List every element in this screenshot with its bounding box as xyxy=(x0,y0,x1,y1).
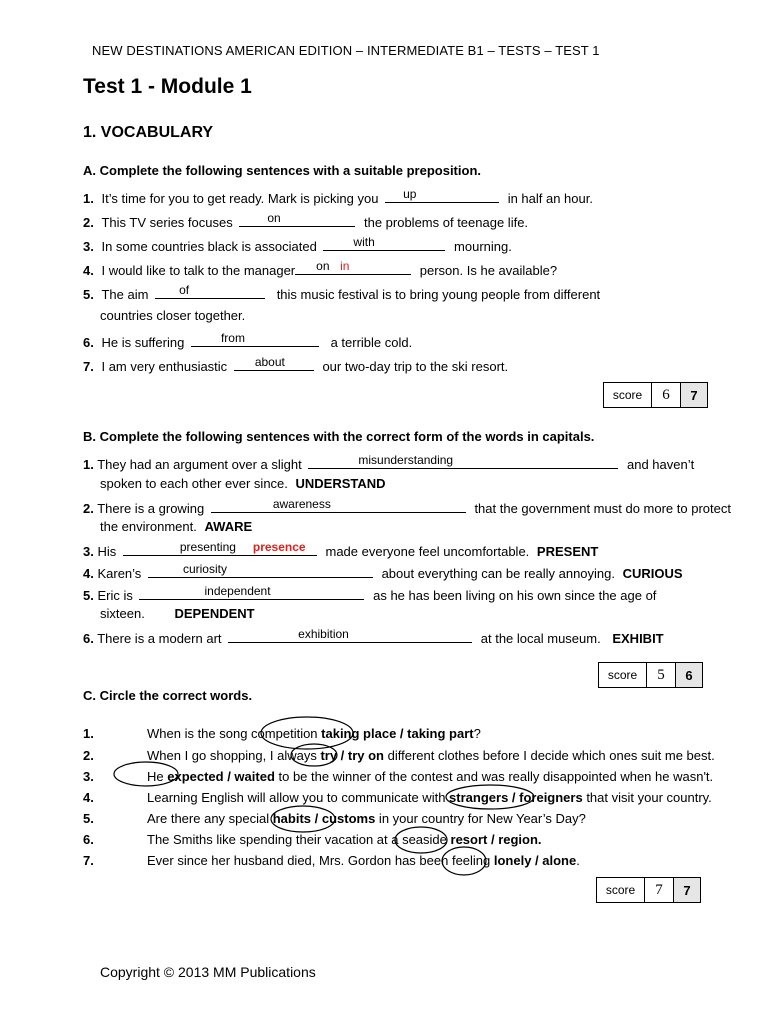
score-achieved: 7 xyxy=(645,878,674,902)
answer-blank[interactable]: independent xyxy=(139,585,364,600)
part-a-item-2: 2. This TV series focuses on the problems of teenage life. xyxy=(83,211,529,230)
part-a-item-4: 4. I would like to talk to the manager on in person. Is he available? xyxy=(83,259,558,278)
part-a-item-6: 6. He is suffering from a terrible cold. xyxy=(83,331,413,350)
answer-blank[interactable]: up xyxy=(385,188,499,203)
part-b-item-6: 6. There is a modern art exhibition at the local museum. EXHIBIT xyxy=(83,627,664,646)
answer-blank[interactable]: from xyxy=(191,332,319,347)
section-title: 1. VOCABULARY xyxy=(83,124,214,141)
part-b-item-2: 2. There is a growing awareness that the government must do more to protect xyxy=(83,497,731,516)
answer-blank[interactable]: on xyxy=(239,212,355,227)
score-label: score xyxy=(604,383,652,407)
page-header: NEW DESTINATIONS AMERICAN EDITION – INTERMEDIATE B1 – TESTS – TEST 1 xyxy=(92,43,600,58)
choice-options[interactable]: lonely / alone xyxy=(493,853,577,868)
part-a-item-5: 5. The aim of this music festival is to bring young people from different xyxy=(83,283,601,302)
part-a-item-1: 1. It’s time for you to get ready. Mark is picking you up in half an hour. xyxy=(83,187,593,206)
part-b-item-3: 3. His presenting presence made everyone feel uncomfortable. PRESENT xyxy=(83,540,599,559)
part-a-item-7: 7. I am very enthusiastic about our two-day trip to the ski resort. xyxy=(83,355,509,374)
part-a-item-5-cont: countries closer together. xyxy=(100,308,246,323)
answer-blank[interactable]: presenting presence xyxy=(123,541,317,556)
answer-blank[interactable]: awareness xyxy=(211,498,466,513)
choice-options[interactable]: habits / customs xyxy=(272,811,376,826)
part-b-item-1: 1. They had an argument over a slight misunderstanding and haven’t xyxy=(83,453,695,472)
answer-blank[interactable]: curiosity xyxy=(148,563,373,578)
part-b-item-5-cont: sixteen. DEPENDENT xyxy=(100,606,255,621)
part-b-instruction: B. Complete the following sentences with the correct form of the words in capitals. xyxy=(83,429,595,444)
part-b-item-5: 5. Eric is independent as he has been living on his own since the age of xyxy=(83,584,657,603)
answer-blank[interactable]: about xyxy=(234,356,314,371)
choice-options[interactable]: resort / region. xyxy=(450,832,542,847)
part-a-instruction: A. Complete the following sentences with a suitable preposition. xyxy=(83,163,481,178)
score-max: 7 xyxy=(674,878,700,902)
answer-blank[interactable]: on in xyxy=(295,260,411,275)
part-b-item-4: 4. Karen’s curiosity about everything can be really annoying. CURIOUS xyxy=(83,562,683,581)
choice-options[interactable]: try / try on xyxy=(320,748,385,763)
score-box-c xyxy=(596,877,701,903)
score-achieved: 6 xyxy=(652,383,681,407)
score-label: score xyxy=(597,878,645,902)
answer-blank[interactable]: exhibition xyxy=(228,628,472,643)
choice-options[interactable]: expected / waited xyxy=(167,769,275,784)
part-b-item-1-cont: spoken to each other ever since. UNDERSTAND xyxy=(100,476,386,491)
score-max: 7 xyxy=(681,383,707,407)
answer-blank[interactable]: of xyxy=(155,284,265,299)
choice-options[interactable]: taking place / taking part xyxy=(321,726,474,741)
part-c-instruction: C. Circle the correct words. xyxy=(83,688,253,703)
part-b-item-2-cont: the environment. AWARE xyxy=(100,519,253,534)
score-achieved: 5 xyxy=(647,663,676,687)
part-a-item-3: 3. In some countries black is associated with mourning. xyxy=(83,235,512,254)
choice-options[interactable]: strangers / foreigners xyxy=(449,790,583,805)
score-box-a xyxy=(603,382,708,408)
page-title: Test 1 - Module 1 xyxy=(83,75,252,98)
copyright-footer: Copyright © 2013 MM Publications xyxy=(100,964,316,980)
answer-blank[interactable]: with xyxy=(323,236,445,251)
answer-blank[interactable]: misunderstanding xyxy=(308,454,618,469)
score-max: 6 xyxy=(676,663,702,687)
score-label: score xyxy=(599,663,647,687)
score-box-b xyxy=(598,662,703,688)
